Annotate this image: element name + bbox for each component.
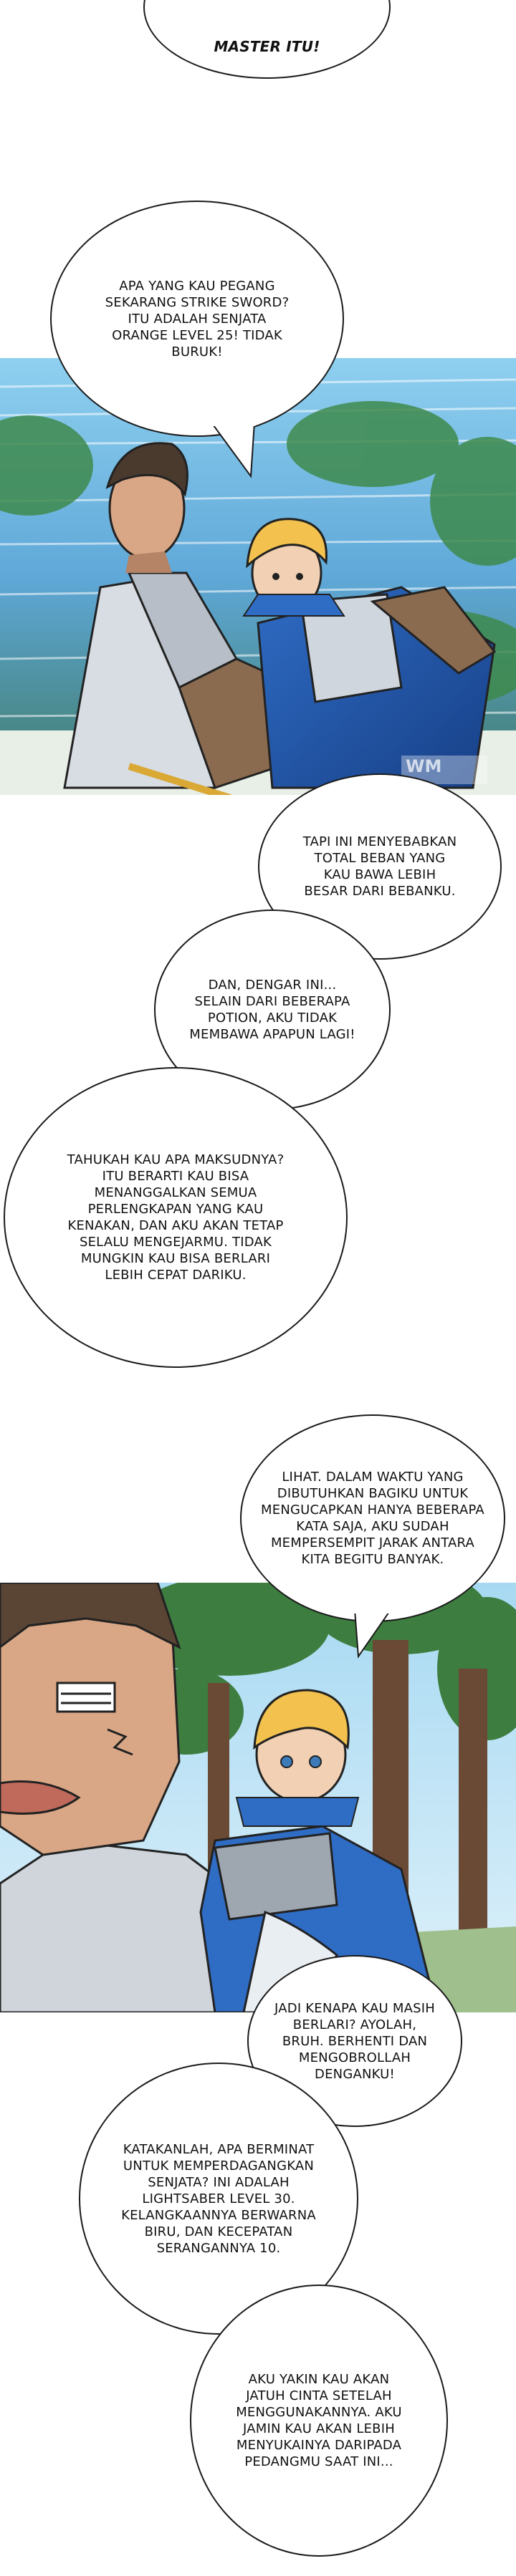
bubble-tail [208,423,258,480]
bubble-text: JADI KENAPA KAU MASIH BERLARI? AYOLAH, BRUH. BERHENTI DAN MENGOBROLLAH DENGANKU! [274,2000,435,2082]
watermark-text: WM [406,756,442,776]
speech-bubble-top [143,0,391,79]
speech-bubble-tahukah [4,1067,348,1368]
bubble-text: LIHAT. DALAM WAKTU YANG DIBUTUHKAN BAGIKU UNTUK MENGUCAPKAN HANYA BEBERAPA KATA SAJA, AKU SUDAH MEMPERSEMPIT JARAK ANTARA KITA BEGITU BANYAK. [261,1470,484,1567]
bubble-tail [351,1610,394,1660]
bubble-text: APA YANG KAU PEGANG SEKARANG STRIKE SWORD? ITU ADALAH SENJATA ORANGE LEVEL 25! TIDAK BURUK! [105,278,290,360]
panel-forest-scene [0,1583,516,2012]
bubble-text: TAHUKAH KAU APA MAKSUDNYA? ITU BERARTI KAU BISA MENANGGALKAN SEMUA PERLENGKAPAN YANG KAU KENAKAN, DAN AKU AKAN TETAP SELALU MENGEJARMU. TIDAK MUNGKIN KAU BISA BERLARI LEBIH CEPAT DARIKU. [67,1152,285,1283]
speech-bubble-aku-yakin [190,2285,448,2557]
panel-illustration [0,1583,516,2012]
bubble-text: DAN, DENGAR INI... SELAIN DARI BEBERAPA POTION, AKU TIDAK MEMBAWA APAPUN LAGI! [189,978,355,1042]
bubble-text: KATAKANLAH, APA BERMINAT UNTUK MEMPERDAGANGKAN SENJATA? INI ADALAH LIGHTSABER LEVEL 30. KELANGKAANNYA BERWARNA BIRU, DAN KECEPATAN SERANGANNYA 10. [121,2141,316,2256]
speech-bubble-lihat [240,1414,505,1622]
speech-bubble-strike-sword [50,201,344,437]
bubble-text: TAPI INI MENYEBABKAN TOTAL BEBAN YANG KAU BAWA LEBIH BESAR DARI BEBANKU. [302,834,457,899]
bubble-text: MASTER ITU! [214,37,320,55]
bubble-text: AKU YAKIN KAU AKAN JATUH CINTA SETELAH MENGGUNAKANNYA. AKU JAMIN KAU AKAN LEBIH MENYUKAINYA DARIPADA PEDANGMU SAAT INI... [236,2372,402,2469]
